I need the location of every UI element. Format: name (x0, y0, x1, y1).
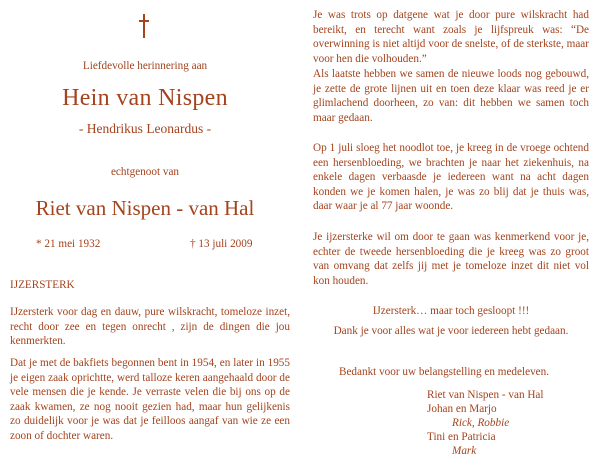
closing-line-1: IJzersterk… maar toch gesloopt !!! (372, 305, 530, 317)
section-title: IJZERSTERK (10, 279, 75, 291)
full-names: - Hendrikus Leonardus - (78, 121, 212, 136)
birth-date: * 21 mei 1932 (36, 238, 101, 250)
right-paragraph-3: Op 1 juli sloeg het noodlot toe, je kreeg in de vroege ochtend een hersenbloeding, we brachten je naar het ziekenhuis, na enkele dagen verbaasde je iedereen want na acht dagen konden we je komen halen, je was zo blij dat je thuis was, daar waar je al 77 jaar woonde. (313, 142, 589, 213)
right-paragraph-1: Je was trots op datgene wat je door pure wilskracht had bereikt, en terecht want zoals je lijfspreuk was: “De overwinning is niet altijd voor de snelste, of de sterkste, maar voor hen die volhouden.” (313, 9, 589, 65)
intro-text: Liefdevolle herinnering aan (82, 60, 208, 72)
cross-icon (138, 14, 150, 40)
family-name-4: Tini en Patricia (427, 431, 496, 443)
right-paragraph-4: Je ijzersterke wil om door te gaan was kenmerkend voor je, echter de tweede hersenbloeding die je kreeg was zo groot van omvang dat zelfs jij met je tomeloze inzet dit niet vol kon houden. (313, 231, 589, 287)
thanks-text: Bedankt voor uw belangstelling en medeleven. (339, 366, 550, 378)
left-paragraph-2: Dat je met de bakfiets begonnen bent in 1954, en later in 1955 je eigen zaak oprichtte, werd talloze keren aangehaald door de vele mensen die je kende. Je verraste velen die bij ons op de zaak kwamen, ze nog nooit gezien had, maar hun gelijkenis zo duidelijk voor je was dat je feilloos aangaf van wie ze een zoon of dochter waren. (10, 357, 290, 442)
spouse-intro: echtgenoot van (110, 166, 180, 178)
right-paragraph-2: Als laatste hebben we samen de nieuwe loods nog gebouwd, je zette de grote lijnen uit en toen deze klaar was reed je er glimlachend doorheen, zo van: dit hebben we samen toch maar gedaan. (313, 68, 589, 124)
family-name-3: Rick, Robbie (452, 417, 510, 429)
closing-line-2: Dank je voor alles wat je voor iedereen hebt gedaan. (333, 325, 569, 337)
spouse-name: Riet van Nispen - van Hal (35, 196, 255, 220)
death-date: † 13 juli 2009 (190, 238, 253, 250)
family-name-5: Mark (452, 445, 477, 457)
family-name-1: Riet van Nispen - van Hal (427, 389, 544, 401)
deceased-name: Hein van Nispen (62, 85, 228, 111)
left-paragraph-1: IJzersterk voor dag en dauw, pure wilskracht, tomeloze inzet, recht door zee en tegen onrecht , zijn de dingen die jou kenmerkten. (10, 306, 290, 348)
family-name-2: Johan en Marjo (427, 403, 497, 415)
